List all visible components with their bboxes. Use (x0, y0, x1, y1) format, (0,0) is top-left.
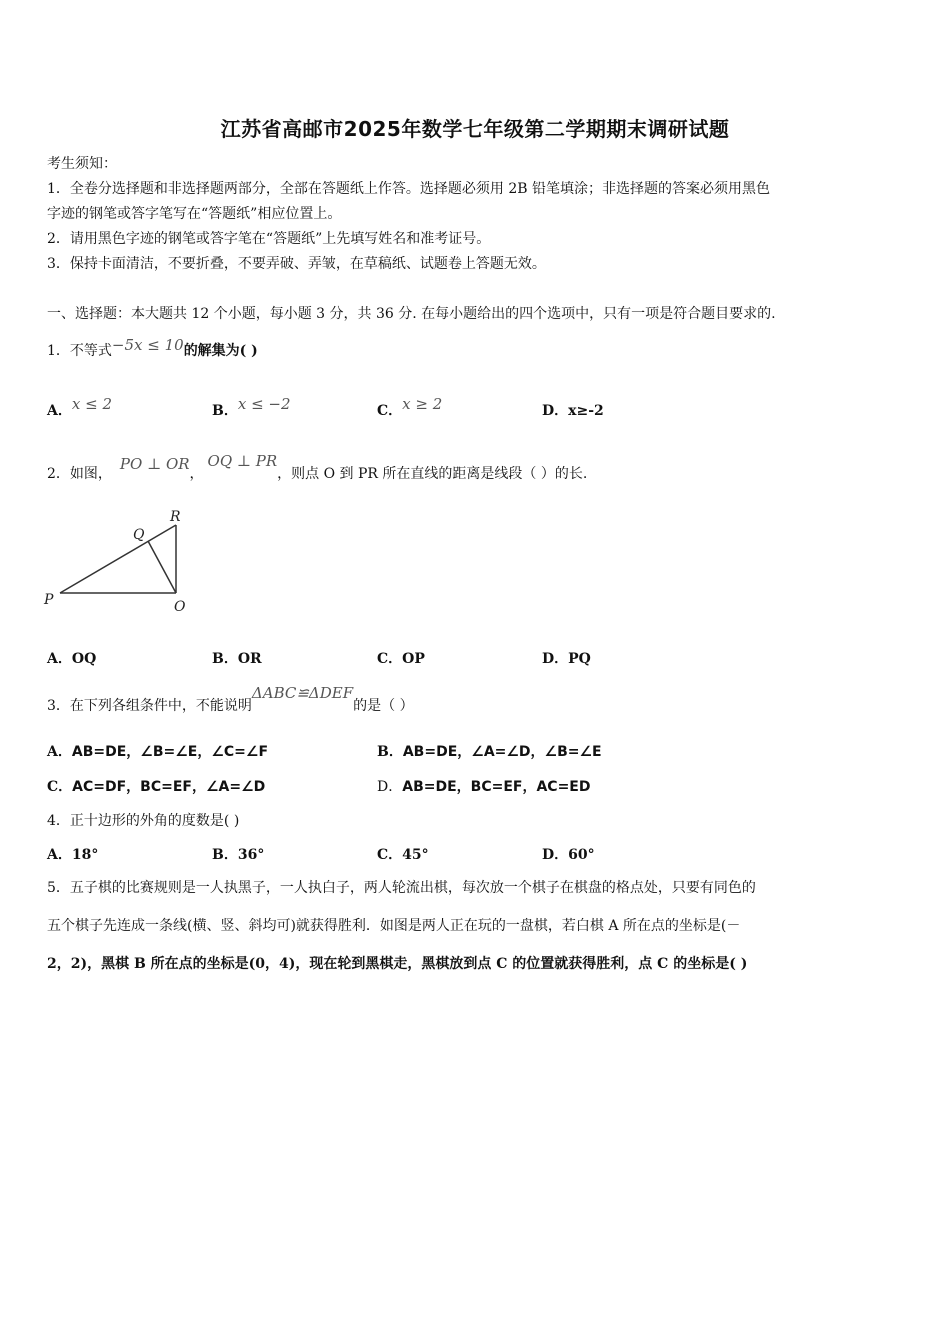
option-label: C． (47, 779, 73, 795)
q3-option-b[interactable] (377, 741, 602, 761)
q2-option-b[interactable] (212, 648, 262, 668)
option-math: x ≤ −2 (237, 395, 291, 413)
label-q: Q (133, 527, 145, 543)
option-label: A． (47, 403, 72, 419)
option-text: x≥-2 (568, 403, 604, 419)
question-2-comma: ， (189, 466, 204, 482)
q3-option-d[interactable] (377, 776, 590, 796)
question-1 (47, 336, 258, 360)
question-2-math-1: PO ⊥ OR (119, 455, 190, 473)
question-2-suffix: ，则点 O 到 PR 所在直线的距离是线段（ ）的长. (277, 466, 588, 482)
q4-option-b[interactable] (212, 844, 264, 864)
q4-option-c[interactable] (377, 844, 429, 864)
label-p: P (44, 592, 54, 608)
question-2 (47, 452, 588, 483)
question-5-line-1: 5．五子棋的比赛规则是一人执黑子，一人执白子，两人轮流出棋，每次放一个棋子在棋盘的格点处，只要有同色的 (47, 880, 756, 896)
option-label: A． (47, 651, 72, 667)
option-label: C． (377, 651, 403, 667)
option-label: D． (377, 779, 403, 795)
option-label: C． (377, 403, 403, 419)
segment-oq (148, 541, 176, 593)
option-text: AC=DF，BC=EF，∠A=∠D (72, 779, 266, 795)
question-2-prefix: 2．如图， (47, 466, 112, 482)
option-text: 36° (237, 847, 265, 863)
q2-option-c[interactable] (377, 648, 425, 668)
q3-option-a[interactable] (47, 741, 268, 761)
option-text: 18° (71, 847, 99, 863)
option-label: B． (212, 651, 238, 667)
question-5-line-2: 五个棋子先连成一条线(横、竖、斜均可)就获得胜利．如图是两人正在玩的一盘棋，若白棋 A 所在点的坐标是(－ (47, 918, 741, 934)
option-label: C． (377, 847, 403, 863)
section-heading: 一、选择题：本大题共 12 个小题，每小题 3 分，共 36 分. 在每小题给出的四个选项中，只有一项是符合题目要求的. (47, 306, 776, 322)
q4-option-a[interactable] (47, 844, 98, 864)
question-3-suffix: 的是（ ） (353, 698, 414, 714)
option-text: AB=DE，∠B=∠E，∠C=∠F (71, 744, 269, 760)
q1-option-c[interactable] (377, 395, 443, 420)
option-label: A． (47, 744, 72, 760)
option-label: D． (542, 847, 569, 863)
option-text: AB=DE，∠A=∠D，∠B=∠E (402, 744, 602, 760)
segment-pr (60, 525, 176, 593)
q1-option-a[interactable] (47, 395, 112, 420)
label-r: R (170, 509, 181, 525)
question-5-line-3: 2，2)，黑棋 B 所在点的坐标是(0，4)，现在轮到黑棋走，黑棋放到点 C 的位置就获得胜利，点 C 的坐标是( ) (47, 956, 748, 972)
option-label: B． (212, 847, 238, 863)
question-2-figure (40, 505, 200, 617)
option-label: B． (212, 403, 238, 419)
option-label: D． (542, 651, 569, 667)
q2-option-a[interactable] (47, 648, 96, 668)
option-label: A． (47, 847, 72, 863)
option-math: x ≥ 2 (402, 395, 443, 413)
option-math: x ≤ 2 (71, 395, 112, 413)
option-label: D． (542, 403, 569, 419)
q2-option-d[interactable] (542, 648, 591, 668)
option-text: PQ (568, 651, 591, 667)
page-title: 江苏省高邮市2025年数学七年级第二学期期末调研试题 (220, 117, 730, 141)
question-3-math: ΔABC≌ΔDEF (251, 684, 354, 702)
option-text: 60° (568, 847, 595, 863)
option-text: OR (237, 651, 262, 667)
notice-line-1a: 1．全卷分选择题和非选择题两部分，全部在答题纸上作答。选择题必须用 2B 铅笔填涂；非选择题的答案必须用黑色 (47, 181, 770, 197)
question-3 (47, 684, 414, 715)
question-4: 4．正十边形的外角的度数是( ) (47, 813, 240, 829)
option-text: OP (402, 651, 425, 667)
q1-option-b[interactable] (212, 395, 291, 420)
notice-line-2: 2．请用黑色字迹的钢笔或答字笔在“答题纸”上先填写姓名和准考证号。 (47, 231, 491, 247)
notice-line-3: 3．保持卡面清洁，不要折叠，不要弄破、弄皱，在草稿纸、试题卷上答题无效。 (47, 256, 546, 272)
question-3-prefix: 3．在下列各组条件中，不能说明 (47, 698, 252, 714)
question-1-suffix: 的解集为( ) (183, 343, 258, 359)
q1-option-d[interactable] (542, 400, 604, 420)
question-2-math-2: OQ ⊥ PR (207, 452, 278, 470)
label-o: O (174, 599, 186, 615)
question-1-prefix: 1．不等式 (47, 343, 112, 359)
option-text: 45° (402, 847, 429, 863)
question-1-math: −5x ≤ 10 (111, 336, 184, 354)
notice-line-1b: 字迹的钢笔或答字笔写在“答题纸”相应位置上。 (47, 206, 342, 222)
q4-option-d[interactable] (542, 844, 595, 864)
notice-heading: 考生须知： (47, 156, 117, 172)
q3-option-c[interactable] (47, 776, 265, 796)
option-label: B． (377, 744, 403, 760)
option-text: OQ (71, 651, 97, 667)
option-text: AB=DE，BC=EF，AC=ED (402, 779, 591, 795)
